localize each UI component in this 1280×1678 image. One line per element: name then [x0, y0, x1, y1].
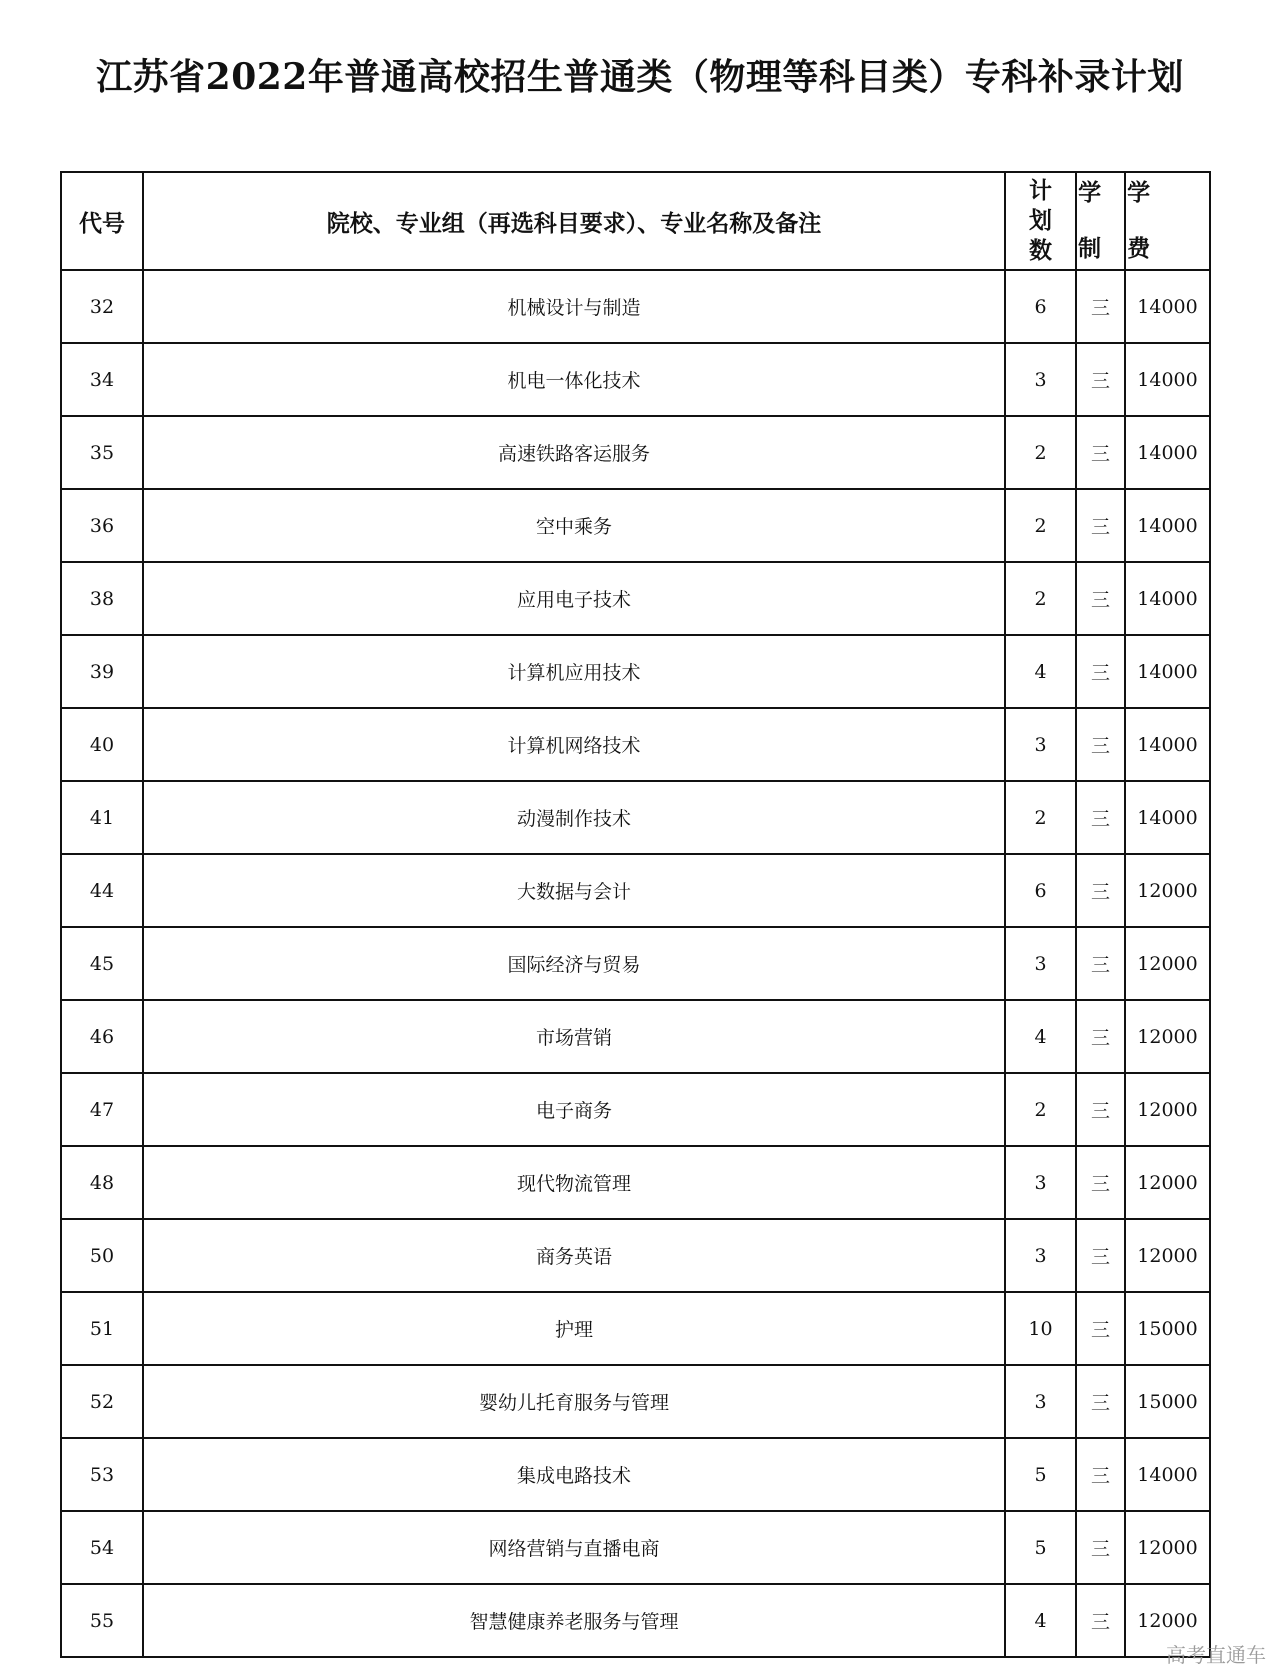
header-fee-text: 学 费 [1127, 180, 1151, 262]
header-duration [1076, 172, 1125, 270]
cell-fee: 15000 [1125, 1365, 1210, 1438]
cell-code: 45 [61, 927, 143, 1000]
cell-duration: 三 [1076, 270, 1125, 343]
table-row [61, 489, 1210, 562]
cell-major-name: 机械设计与制造 [143, 270, 1005, 343]
cell-plan-count: 2 [1005, 416, 1076, 489]
cell-major-name: 国际经济与贸易 [143, 927, 1005, 1000]
cell-fee: 12000 [1125, 1073, 1210, 1146]
cell-duration: 三 [1076, 927, 1125, 1000]
cell-plan-count: 5 [1005, 1438, 1076, 1511]
cell-major-name: 婴幼儿托育服务与管理 [143, 1365, 1005, 1438]
cell-code: 40 [61, 708, 143, 781]
cell-duration: 三 [1076, 1073, 1125, 1146]
header-duration-text: 学 制 [1078, 180, 1102, 262]
cell-duration: 三 [1076, 1438, 1125, 1511]
cell-duration: 三 [1076, 489, 1125, 562]
table-row [61, 562, 1210, 635]
table-row [61, 1584, 1210, 1657]
cell-duration: 三 [1076, 635, 1125, 708]
cell-plan-count: 3 [1005, 343, 1076, 416]
cell-major-name: 网络营销与直播电商 [143, 1511, 1005, 1584]
cell-major-name: 动漫制作技术 [143, 781, 1005, 854]
cell-duration: 三 [1076, 708, 1125, 781]
cell-duration: 三 [1076, 1219, 1125, 1292]
cell-fee: 12000 [1125, 1584, 1210, 1657]
header-code: 代号 [61, 172, 143, 270]
cell-duration: 三 [1076, 1146, 1125, 1219]
table-header-row [61, 172, 1210, 270]
cell-fee: 14000 [1125, 489, 1210, 562]
cell-fee: 12000 [1125, 1511, 1210, 1584]
table-row [61, 270, 1210, 343]
cell-major-name: 市场营销 [143, 1000, 1005, 1073]
cell-plan-count: 6 [1005, 270, 1076, 343]
table-row [61, 1511, 1210, 1584]
cell-major-name: 应用电子技术 [143, 562, 1005, 635]
header-plan: 计划数 [1005, 172, 1076, 270]
cell-duration: 三 [1076, 1511, 1125, 1584]
cell-fee: 15000 [1125, 1292, 1210, 1365]
cell-major-name: 计算机应用技术 [143, 635, 1005, 708]
cell-code: 52 [61, 1365, 143, 1438]
cell-fee: 12000 [1125, 1219, 1210, 1292]
cell-fee: 14000 [1125, 708, 1210, 781]
table-row [61, 635, 1210, 708]
page-title: 江苏省2022年普通高校招生普通类（物理等科目类）专科补录计划 [96, 56, 1184, 98]
cell-plan-count: 4 [1005, 1584, 1076, 1657]
table-row [61, 854, 1210, 927]
cell-major-name: 现代物流管理 [143, 1146, 1005, 1219]
cell-fee: 14000 [1125, 781, 1210, 854]
cell-plan-count: 10 [1005, 1292, 1076, 1365]
table-row [61, 1000, 1210, 1073]
cell-code: 55 [61, 1584, 143, 1657]
table-row [61, 343, 1210, 416]
cell-major-name: 高速铁路客运服务 [143, 416, 1005, 489]
cell-code: 41 [61, 781, 143, 854]
cell-duration: 三 [1076, 1584, 1125, 1657]
cell-plan-count: 4 [1005, 635, 1076, 708]
header-name: 院校、专业组（再选科目要求）、专业名称及备注 [143, 172, 1005, 270]
table-row [61, 708, 1210, 781]
header-fee [1125, 172, 1210, 270]
cell-fee: 14000 [1125, 270, 1210, 343]
table-row [61, 927, 1210, 1000]
cell-duration: 三 [1076, 416, 1125, 489]
cell-duration: 三 [1076, 1000, 1125, 1073]
cell-code: 54 [61, 1511, 143, 1584]
cell-code: 39 [61, 635, 143, 708]
cell-fee: 12000 [1125, 1000, 1210, 1073]
cell-fee: 12000 [1125, 1146, 1210, 1219]
cell-code: 36 [61, 489, 143, 562]
cell-code: 46 [61, 1000, 143, 1073]
cell-fee: 14000 [1125, 416, 1210, 489]
cell-code: 34 [61, 343, 143, 416]
cell-major-name: 机电一体化技术 [143, 343, 1005, 416]
cell-code: 51 [61, 1292, 143, 1365]
table-body [61, 270, 1210, 1657]
table-row [61, 1438, 1210, 1511]
cell-code: 32 [61, 270, 143, 343]
cell-plan-count: 2 [1005, 1073, 1076, 1146]
cell-fee: 14000 [1125, 343, 1210, 416]
cell-major-name: 智慧健康养老服务与管理 [143, 1584, 1005, 1657]
cell-plan-count: 5 [1005, 1511, 1076, 1584]
cell-major-name: 电子商务 [143, 1073, 1005, 1146]
cell-code: 53 [61, 1438, 143, 1511]
cell-major-name: 护理 [143, 1292, 1005, 1365]
cell-fee: 14000 [1125, 1438, 1210, 1511]
cell-plan-count: 3 [1005, 927, 1076, 1000]
cell-code: 48 [61, 1146, 143, 1219]
cell-plan-count: 2 [1005, 562, 1076, 635]
cell-plan-count: 3 [1005, 1146, 1076, 1219]
table-row [61, 1073, 1210, 1146]
cell-fee: 14000 [1125, 635, 1210, 708]
cell-duration: 三 [1076, 343, 1125, 416]
table-row [61, 1146, 1210, 1219]
table-row [61, 781, 1210, 854]
cell-duration: 三 [1076, 1292, 1125, 1365]
cell-fee: 12000 [1125, 927, 1210, 1000]
cell-plan-count: 3 [1005, 1219, 1076, 1292]
cell-major-name: 商务英语 [143, 1219, 1005, 1292]
cell-plan-count: 6 [1005, 854, 1076, 927]
table-row [61, 1219, 1210, 1292]
cell-major-name: 空中乘务 [143, 489, 1005, 562]
cell-duration: 三 [1076, 854, 1125, 927]
cell-plan-count: 2 [1005, 489, 1076, 562]
table-row [61, 1292, 1210, 1365]
cell-plan-count: 3 [1005, 708, 1076, 781]
cell-plan-count: 3 [1005, 1365, 1076, 1438]
cell-plan-count: 4 [1005, 1000, 1076, 1073]
cell-duration: 三 [1076, 1365, 1125, 1438]
cell-code: 50 [61, 1219, 143, 1292]
cell-duration: 三 [1076, 562, 1125, 635]
cell-major-name: 大数据与会计 [143, 854, 1005, 927]
cell-code: 38 [61, 562, 143, 635]
cell-fee: 12000 [1125, 854, 1210, 927]
cell-fee: 14000 [1125, 562, 1210, 635]
plan-table [60, 171, 1211, 1658]
cell-duration: 三 [1076, 781, 1125, 854]
table-row [61, 1365, 1210, 1438]
cell-code: 47 [61, 1073, 143, 1146]
cell-major-name: 集成电路技术 [143, 1438, 1005, 1511]
cell-plan-count: 2 [1005, 781, 1076, 854]
watermark: 高考直通车 [1166, 1643, 1266, 1667]
cell-code: 35 [61, 416, 143, 489]
cell-code: 44 [61, 854, 143, 927]
cell-major-name: 计算机网络技术 [143, 708, 1005, 781]
table-row [61, 416, 1210, 489]
